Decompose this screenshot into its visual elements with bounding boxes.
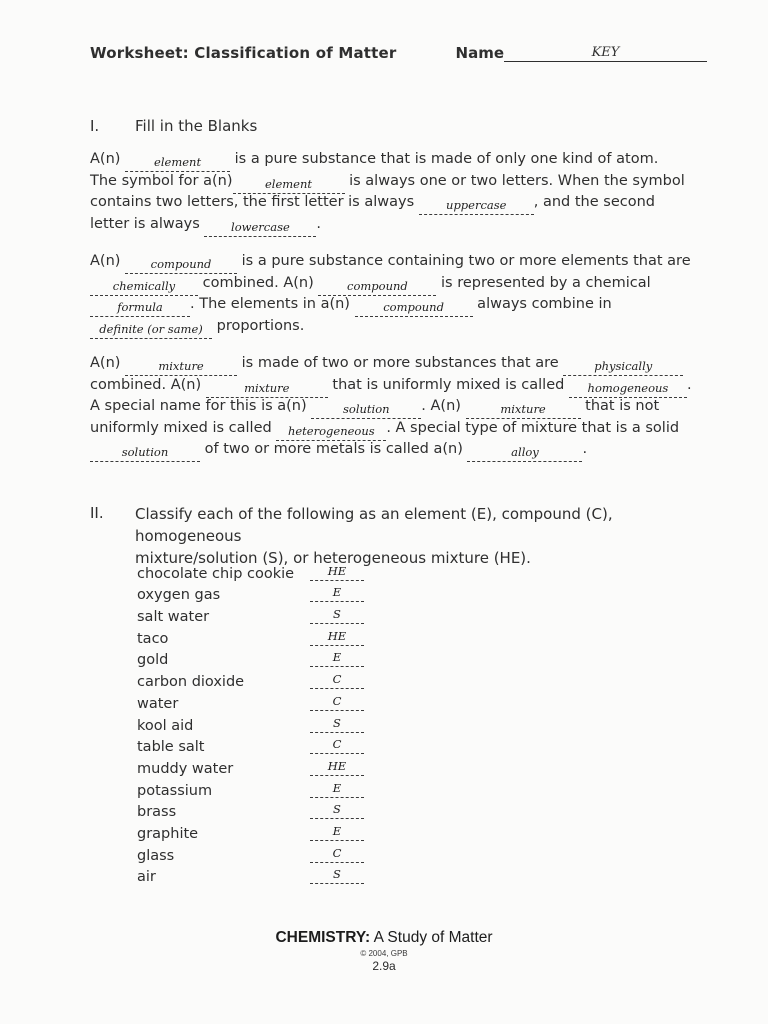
list-item [137,714,364,736]
blank-answer-text: mixture [244,380,290,395]
item-label: chocolate chip cookie [137,565,295,582]
item-label: carbon dioxide [137,674,245,691]
answer-blank [467,446,582,462]
fill-in-paragraph-1 [90,149,700,235]
footer-page-code: 2.9a [372,959,396,973]
item-answer-blank [310,651,364,667]
list-item [137,801,364,823]
item-answer-blank [310,586,364,602]
item-answer-text: HE [327,628,347,643]
item-answer-blank [310,673,364,689]
blank-answer-text: solution [343,402,390,417]
blank-answer-text: element [154,155,202,169]
list-item [137,562,364,584]
item-label: salt water [137,609,210,626]
item-answer-text: E [332,650,342,665]
paragraph-line [90,171,700,193]
text-run: combined. A(n) [198,274,319,291]
list-item [137,779,364,801]
text-run: proportions. [212,317,305,334]
blank-answer-text: compound [347,278,408,293]
item-answer-text: E [332,780,342,795]
list-item [137,692,364,714]
blank-answer-text: physically [594,359,653,373]
text-run: A(n) [90,355,126,371]
item-answer-blank [310,760,364,776]
text-run: . A(n) [421,398,466,415]
answer-blank [90,323,212,339]
item-answer-text: E [332,585,342,600]
item-label: glass [137,847,175,864]
text-run: . A special type of mixture that is a solid [386,419,680,436]
answer-blank [355,301,473,317]
paragraph-line [90,439,700,461]
item-answer-blank [310,803,364,819]
instruction-line: Classify each of the following as an element (E), compound (C), homogeneous [135,505,613,545]
list-item [137,670,364,692]
list-item [137,844,364,866]
list-item [137,584,364,606]
paragraph-line [90,418,700,440]
instruction-line: mixture/solution (S), or heterogeneous mixture (HE). [135,548,531,567]
blank-answer-text: compound [150,257,212,271]
section-2-heading [90,504,690,569]
item-answer-text: HE [327,758,347,773]
paragraph-line [90,396,700,418]
blank-answer-text: definite (or same) [99,321,203,336]
item-answer-blank [310,868,364,884]
name-answer: KEY [591,45,620,60]
name-label: Name [455,44,504,62]
item-answer-blank [310,630,364,646]
blank-answer-text: compound [383,300,444,315]
list-item [137,757,364,779]
item-answer-text: C [332,693,342,708]
blank-answer-text: homogeneous [587,380,669,395]
answer-blank [125,360,237,376]
item-label: graphite [137,825,199,842]
list-item [137,736,364,758]
text-run: uniformly mixed is called [90,419,277,436]
paragraph-line [90,273,700,295]
item-answer-text: E [332,823,342,838]
answer-blank [466,403,581,419]
blank-answer-text: solution [121,445,169,460]
worksheet-title: Worksheet: Classification of Matter [90,44,397,62]
paragraph-line [90,149,700,171]
text-run: always combine in [472,296,612,313]
item-answer-blank [310,825,364,841]
blank-answer-text: lowercase [231,219,290,234]
item-answer-blank [310,782,364,798]
text-run: is always one or two letters. When the symbol [344,172,685,189]
section-1-heading [90,117,257,135]
item-label: taco [137,630,169,647]
item-answer-text: S [333,802,341,817]
text-run: is represented by a chemical [436,274,651,291]
answer-blank [311,403,421,419]
paragraph-line [90,251,700,273]
blank-answer-text: heterogeneous [287,423,375,438]
paragraph-line [90,294,700,316]
item-answer-blank [310,565,364,581]
footer-brand-bold: CHEMISTRY: [275,929,371,946]
blank-answer-text: formula [117,300,163,315]
item-answer-text: S [333,607,341,622]
answer-blank [206,382,328,398]
section-2-numeral: II. [90,504,104,522]
text-run: contains two letters, the first letter is always [90,194,419,211]
blank-answer-text: element [264,176,313,191]
answer-blank [419,199,534,215]
answer-blank [125,156,230,172]
item-label: muddy water [137,760,234,777]
paragraph-line [90,375,700,397]
answer-blank [276,425,386,441]
answer-blank [318,280,436,296]
answer-blank [563,360,683,376]
item-label: table salt [137,739,205,756]
answer-blank [90,280,198,296]
text-run: of two or more metals is called a(n) [200,441,468,458]
answer-blank [125,258,237,274]
text-run: letter is always [90,215,205,232]
text-run: A special name for this is a(n) [90,398,312,415]
answer-blank [233,178,345,194]
item-answer-blank [310,695,364,711]
answer-blank [90,301,190,317]
paragraph-line [90,214,700,236]
text-run: . [316,215,322,232]
text-run: . The elements in a(n) [190,296,355,313]
blank-answer-text: chemically [112,278,176,293]
text-run: . [582,441,588,458]
footer [0,929,768,973]
blank-answer-text: alloy [511,445,539,460]
item-label: kool aid [137,717,194,734]
list-item [137,649,364,671]
footer-brand [0,929,768,947]
answer-blank [90,446,200,462]
text-run: is a pure substance that is made of only one kind of atom. [230,151,659,167]
paragraph-line [90,353,700,375]
name-group [456,44,707,62]
list-item [137,822,364,844]
footer-copyright: © 2004, GPB [360,949,408,958]
item-answer-blank [310,738,364,754]
section-2-instruction [135,504,690,569]
fill-in-paragraph-3 [90,353,700,461]
blank-answer-text: mixture [500,402,546,417]
item-label: gold [137,652,169,669]
answer-blank [204,221,316,237]
footer-brand-rest: A Study of Matter [370,929,493,946]
text-run: is made of two or more substances that are [237,355,564,371]
classification-list [137,562,364,887]
name-answer-line [504,45,707,62]
list-item [137,605,364,627]
item-label: air [137,869,156,886]
text-run: that is uniformly mixed is called [327,376,569,393]
list-item [137,866,364,888]
item-label: brass [137,804,177,821]
item-answer-blank [310,847,364,863]
header [90,44,707,62]
text-run: , and the second [533,194,655,211]
item-label: water [137,695,179,712]
text-run: is a pure substance containing two or more elements that are [237,253,691,269]
section-1-title: Fill in the Blanks [135,117,258,135]
text-run: . [686,376,692,393]
item-label: potassium [137,782,213,799]
item-answer-text: C [332,672,342,687]
item-answer-text: HE [327,563,347,578]
text-run: that is not [580,398,660,415]
paragraph-line [90,316,700,338]
answer-blank [569,382,687,398]
item-answer-blank [310,717,364,733]
blank-answer-text: mixture [158,359,204,373]
fill-in-paragraph-2 [90,251,700,337]
item-answer-text: C [332,845,342,860]
section-1-numeral: I. [90,117,100,135]
text-run: A(n) [90,253,126,269]
item-label: oxygen gas [137,587,221,604]
item-answer-blank [310,608,364,624]
text-run: A(n) [90,151,126,167]
item-answer-text: C [332,737,342,752]
list-item [137,627,364,649]
text-run: combined. A(n) [90,376,206,393]
item-answer-text: S [333,715,341,730]
item-answer-text: S [333,867,341,882]
blank-answer-text: uppercase [446,198,507,213]
paragraph-line [90,192,700,214]
text-run: The symbol for a(n) [90,172,233,189]
